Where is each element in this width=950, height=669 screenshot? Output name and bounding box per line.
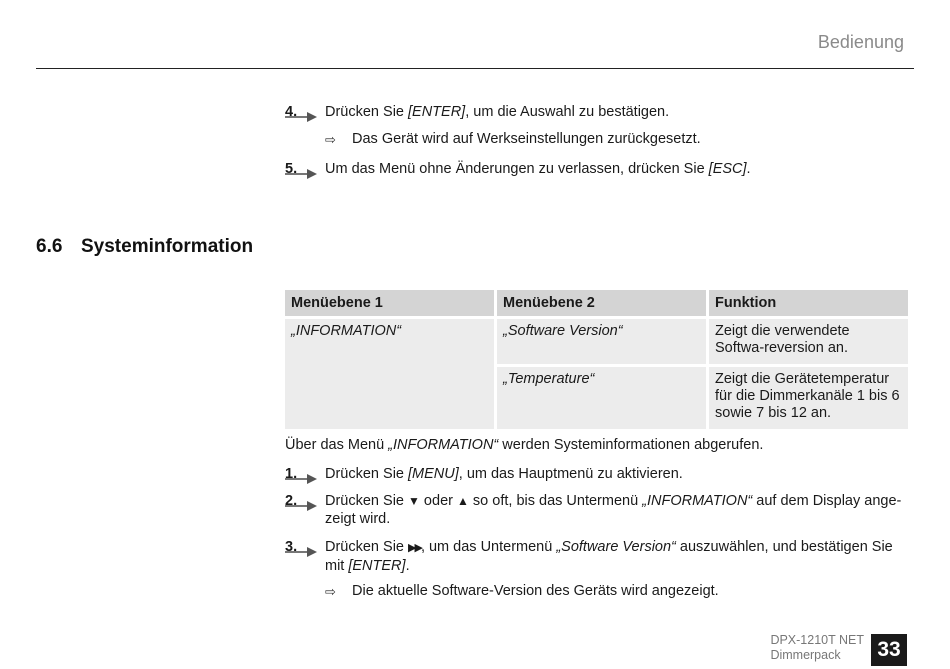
- intro-text: Über das Menü „INFORMATION“ werden Systeminformationen abgerufen.: [285, 437, 764, 453]
- header-divider: [36, 68, 914, 69]
- page-number: 33: [871, 634, 907, 666]
- step-1: [285, 465, 914, 483]
- result-arrow-icon: ⇨: [325, 584, 336, 599]
- footer-product-type: Dimmerpack: [770, 648, 841, 662]
- table-row: [285, 319, 908, 364]
- step-4: [285, 103, 914, 121]
- section-title: Systeminformation: [81, 236, 254, 257]
- step-number-label: 1.: [285, 466, 298, 482]
- step-arrow-icon: [285, 168, 319, 180]
- table-cell-level2: „Temperature“: [497, 367, 706, 429]
- step-arrow-icon: [285, 111, 319, 123]
- result-line: [325, 582, 914, 600]
- step-2: [285, 492, 914, 528]
- step-text: Drücken Sie [ENTER], um die Auswahl zu bestätigen.: [325, 104, 670, 120]
- step-text: Drücken Sie ▶▶, um das Untermenü „Software Version“ auszuwählen, und bestätigen Sie mit [ENTER].: [325, 539, 893, 574]
- step-number: [285, 160, 317, 178]
- menu-table: [282, 287, 911, 432]
- up-triangle-icon: ▲: [457, 494, 469, 508]
- result-text: Die aktuelle Software-Version des Geräts wird angezeigt.: [352, 583, 719, 599]
- result-line: [325, 130, 914, 148]
- section-heading: [36, 236, 253, 258]
- table-header-row: [285, 290, 908, 316]
- table-header-cell: Menüebene 1: [285, 290, 494, 316]
- result-text: Das Gerät wird auf Werkseinstellungen zurückgesetzt.: [352, 131, 701, 147]
- step-number: [285, 103, 317, 121]
- step-arrow-icon: [285, 473, 319, 485]
- step-number-label: 5.: [285, 161, 298, 177]
- step-arrow-icon: [285, 500, 319, 512]
- step-number: [285, 465, 317, 483]
- footer-product: [770, 633, 864, 663]
- table-cell-function: Zeigt die verwendete Softwa-reversion an.: [709, 319, 908, 364]
- step-number-label: 3.: [285, 539, 298, 555]
- step-text: Drücken Sie ▼ oder ▲ so oft, bis das Untermenü „INFORMATION“ auf dem Display ange-zeigt wird.: [325, 493, 902, 527]
- result-arrow-icon: ⇨: [325, 132, 336, 147]
- down-triangle-icon: ▼: [408, 494, 420, 508]
- table-cell-level2: „Software Version“: [497, 319, 706, 364]
- step-number: [285, 492, 317, 510]
- table-cell-level1: „INFORMATION“: [285, 319, 494, 429]
- step-text: Um das Menü ohne Änderungen zu verlassen, drücken Sie [ESC].: [325, 161, 751, 177]
- step-number: [285, 538, 317, 556]
- table-cell-function: Zeigt die Gerätetemperatur für die Dimmerkanäle 1 bis 6 sowie 7 bis 12 an.: [709, 367, 908, 429]
- step-text: Drücken Sie [MENU], um das Hauptmenü zu aktivieren.: [325, 466, 683, 482]
- step-3: [285, 538, 914, 575]
- fast-forward-icon: ▶▶: [408, 542, 421, 554]
- footer-product-model: DPX-1210T NET: [770, 633, 864, 647]
- table-header-cell: Menüebene 2: [497, 290, 706, 316]
- table-header-cell: Funktion: [709, 290, 908, 316]
- step-5: [285, 160, 914, 178]
- page-header-title: Bedienung: [817, 32, 904, 52]
- step-arrow-icon: [285, 546, 319, 558]
- section-number: 6.6: [36, 236, 63, 257]
- step-number-label: 2.: [285, 493, 298, 509]
- step-number-label: 4.: [285, 104, 298, 120]
